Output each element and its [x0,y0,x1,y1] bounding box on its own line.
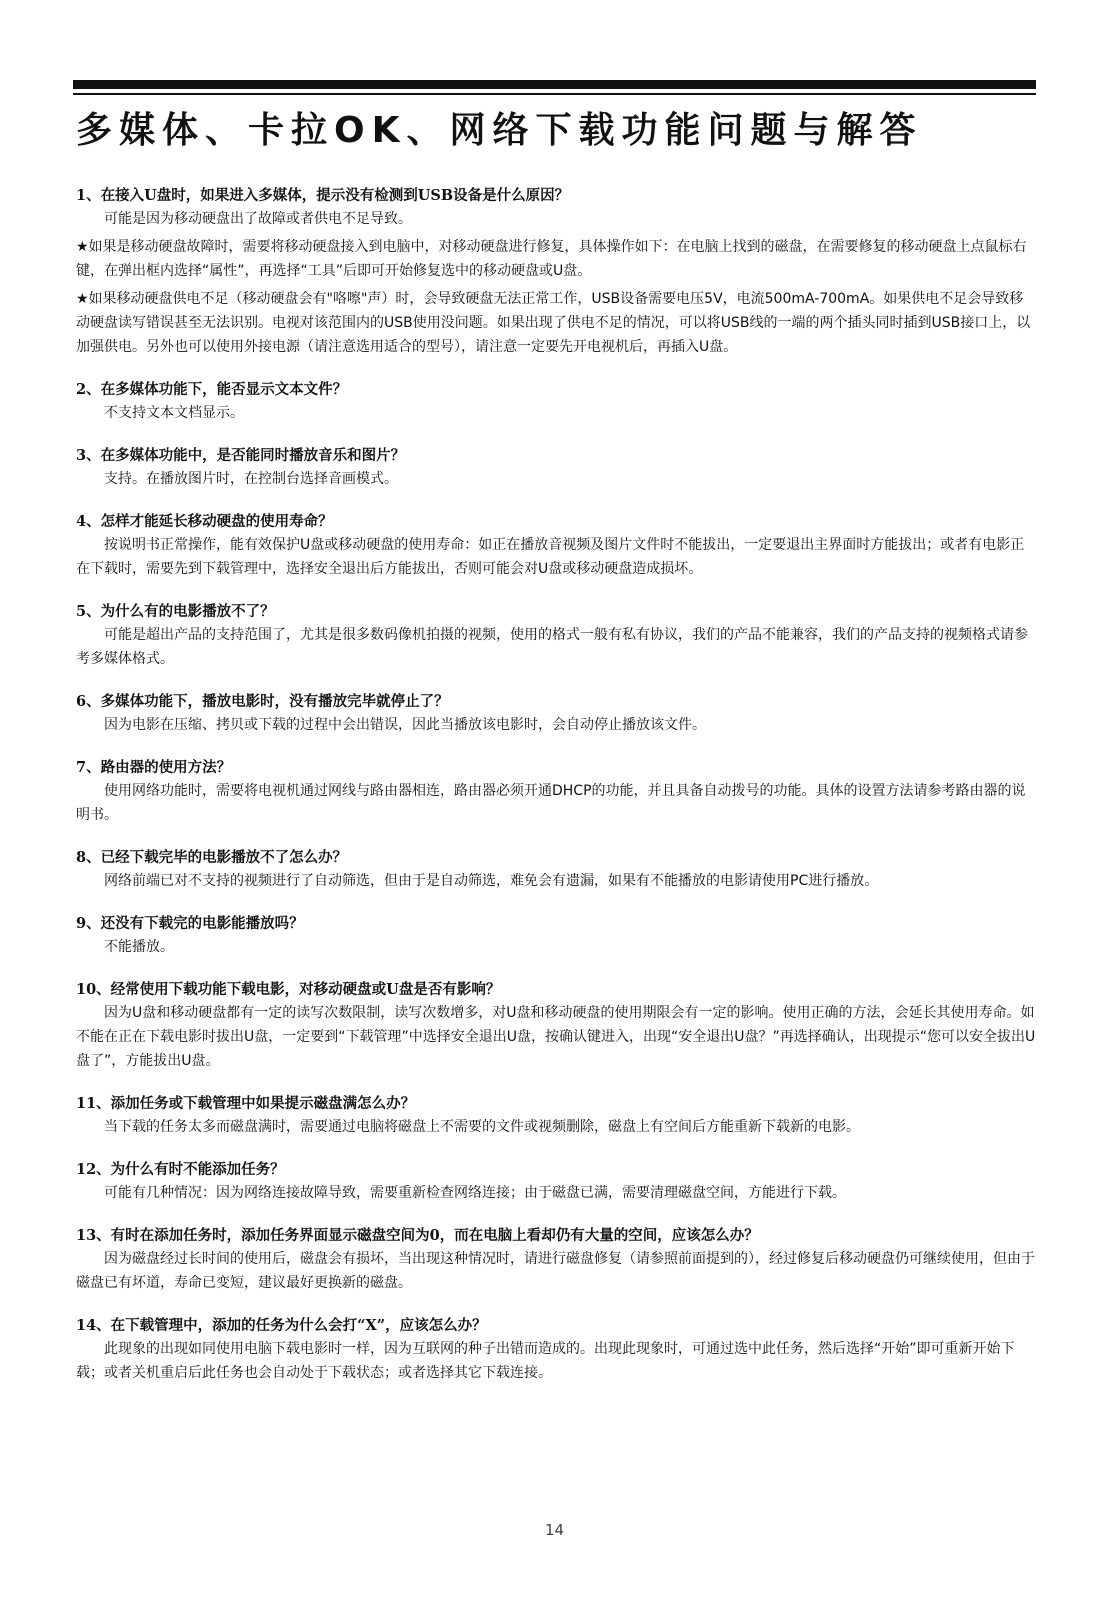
faq-question: 11、添加任务或下载管理中如果提示磁盘满怎么办？ [76,1095,416,1112]
faq-note: ★如果移动硬盘供电不足（移动硬盘会有"咯嚓"声）时，会导致硬盘无法正常工作，USB设备需要电压5V，电流500mA-700mA。如果供电不足会导致移动硬盘读写错误甚至无法识别。电视对该范围内的USB使用没问题。如果出现了供电不足的情况，可以将USB线的一端的两个插头同时插到USB接口上，以加强供电。另外也可以使用外接电源（请注意选用适合的型号），请注意一定要先开电视机后，再插入U盘。 [76,291,1031,355]
faq-item-3 [76,445,1036,491]
faq-question: 2、在多媒体功能下，能否显示文本文件？ [76,381,348,398]
header-rule-thin [73,93,1036,95]
faq-answer: 可能有几种情况：因为网络连接故障导致，需要重新检查网络连接；由于磁盘已满，需要清理磁盘空间，方能进行下载。 [104,1185,846,1201]
faq-answer: 因为U盘和移动硬盘都有一定的读写次数限制，读写次数增多，对U盘和移动硬盘的使用期限会有一定的影响。使用正确的方法，会延长其使用寿命。如不能在正在下载电影时拔出U盘，一定要到“下载管理”中选择安全退出U盘，按确认键进入，出现“安全退出U盘？”再选择确认，出现提示“您可以安全拔出U盘了”，方能拔出U盘。 [76,1005,1036,1069]
faq-list [76,185,1036,1385]
faq-question: 5、为什么有的电影播放不了？ [76,603,275,620]
faq-item-5 [76,601,1036,671]
faq-question: 13、有时在添加任务时，添加任务界面显示磁盘空间为0，而在电脑上看却仍有大量的空间，应该怎么办？ [76,1227,759,1244]
faq-item-8 [76,847,1036,893]
faq-item-1 [76,185,1036,359]
faq-question: 12、为什么有时不能添加任务？ [76,1161,285,1178]
page-number: 14 [544,1521,565,1539]
faq-item-7 [76,757,1036,827]
faq-answer: 因为电影在压缩、拷贝或下载的过程中会出错误，因此当播放该电影时，会自动停止播放该文件。 [104,717,706,733]
header-rule-thick [73,80,1036,89]
faq-question: 8、已经下载完毕的电影播放不了怎么办？ [76,849,348,866]
faq-question: 3、在多媒体功能中，是否能同时播放音乐和图片？ [76,447,406,464]
faq-answer: 可能是因为移动硬盘出了故障或者供电不足导致。 [104,211,412,227]
faq-item-9 [76,913,1036,959]
faq-answer: 可能是超出产品的支持范围了，尤其是很多数码像机拍摄的视频，使用的格式一般有私有协议，我们的产品不能兼容，我们的产品支持的视频格式请参考多媒体格式。 [76,627,1028,667]
faq-item-12 [76,1159,1036,1205]
faq-question: 10、经常使用下载功能下载电影，对移动硬盘或U盘是否有影响？ [76,981,501,998]
faq-answer: 支持。在播放图片时，在控制台选择音画模式。 [104,471,398,487]
faq-item-13 [76,1225,1036,1295]
faq-question: 1、在接入U盘时，如果进入多媒体，提示没有检测到USB设备是什么原因？ [76,187,570,204]
faq-answer: 按说明书正常操作，能有效保护U盘或移动硬盘的使用寿命：如正在播放音视频及图片文件时不能拔出，一定要退出主界面时方能拔出；或者有电影正在下载时，需要先到下载管理中，选择安全退出后方能拔出，否则可能会对U盘或移动硬盘造成损坏。 [76,537,1025,577]
faq-item-6 [76,691,1036,737]
faq-answer: 使用网络功能时，需要将电视机通过网线与路由器相连，路由器必须开通DHCP的功能，并且具备自动拨号的功能。具体的设置方法请参考路由器的说明书。 [76,783,1026,823]
faq-answer: 此现象的出现如同使用电脑下载电影时一样，因为互联网的种子出错而造成的。出现此现象时，可通过选中此任务，然后选择“开始”即可重新开始下载；或者关机重启后此任务也会自动处于下载状态；或者选择其它下载连接。 [76,1341,1015,1381]
faq-answer: 因为磁盘经过长时间的使用后，磁盘会有损坏，当出现这种情况时，请进行磁盘修复（请参照前面提到的），经过修复后移动硬盘仍可继续使用，但由于磁盘已有坏道，寿命已变短，建议最好更换新的磁盘。 [76,1251,1035,1291]
faq-answer: 不能播放。 [104,939,174,955]
faq-question: 14、在下载管理中，添加的任务为什么会打“X”，应该怎么办？ [76,1317,487,1334]
faq-item-2 [76,379,1036,425]
faq-item-14 [76,1315,1036,1385]
faq-question: 9、还没有下载完的电影能播放吗？ [76,915,304,932]
page-title: 多媒体、卡拉OK、网络下载功能问题与解答 [76,110,923,151]
faq-item-11 [76,1093,1036,1139]
faq-answer: 当下载的任务太多而磁盘满时，需要通过电脑将磁盘上不需要的文件或视频删除，磁盘上有空间后方能重新下载新的电影。 [104,1119,860,1135]
faq-answer: 不支持文本文档显示。 [104,405,244,421]
faq-item-4 [76,511,1036,581]
faq-answer: 网络前端已对不支持的视频进行了自动筛选，但由于是自动筛选，难免会有遗漏，如果有不能播放的电影请使用PC进行播放。 [104,873,879,889]
faq-item-10 [76,979,1036,1073]
faq-question: 7、路由器的使用方法？ [76,759,232,776]
faq-question: 6、多媒体功能下，播放电影时，没有播放完毕就停止了？ [76,693,449,710]
faq-question: 4、怎样才能延长移动硬盘的使用寿命？ [76,513,333,530]
faq-note: ★如果是移动硬盘故障时，需要将移动硬盘接入到电脑中，对移动硬盘进行修复，具体操作如下：在电脑上找到的磁盘，在需要修复的移动硬盘上点鼠标右键，在弹出框内选择“属性”，再选择“工具”后即可开始修复选中的移动硬盘或U盘。 [76,239,1027,279]
